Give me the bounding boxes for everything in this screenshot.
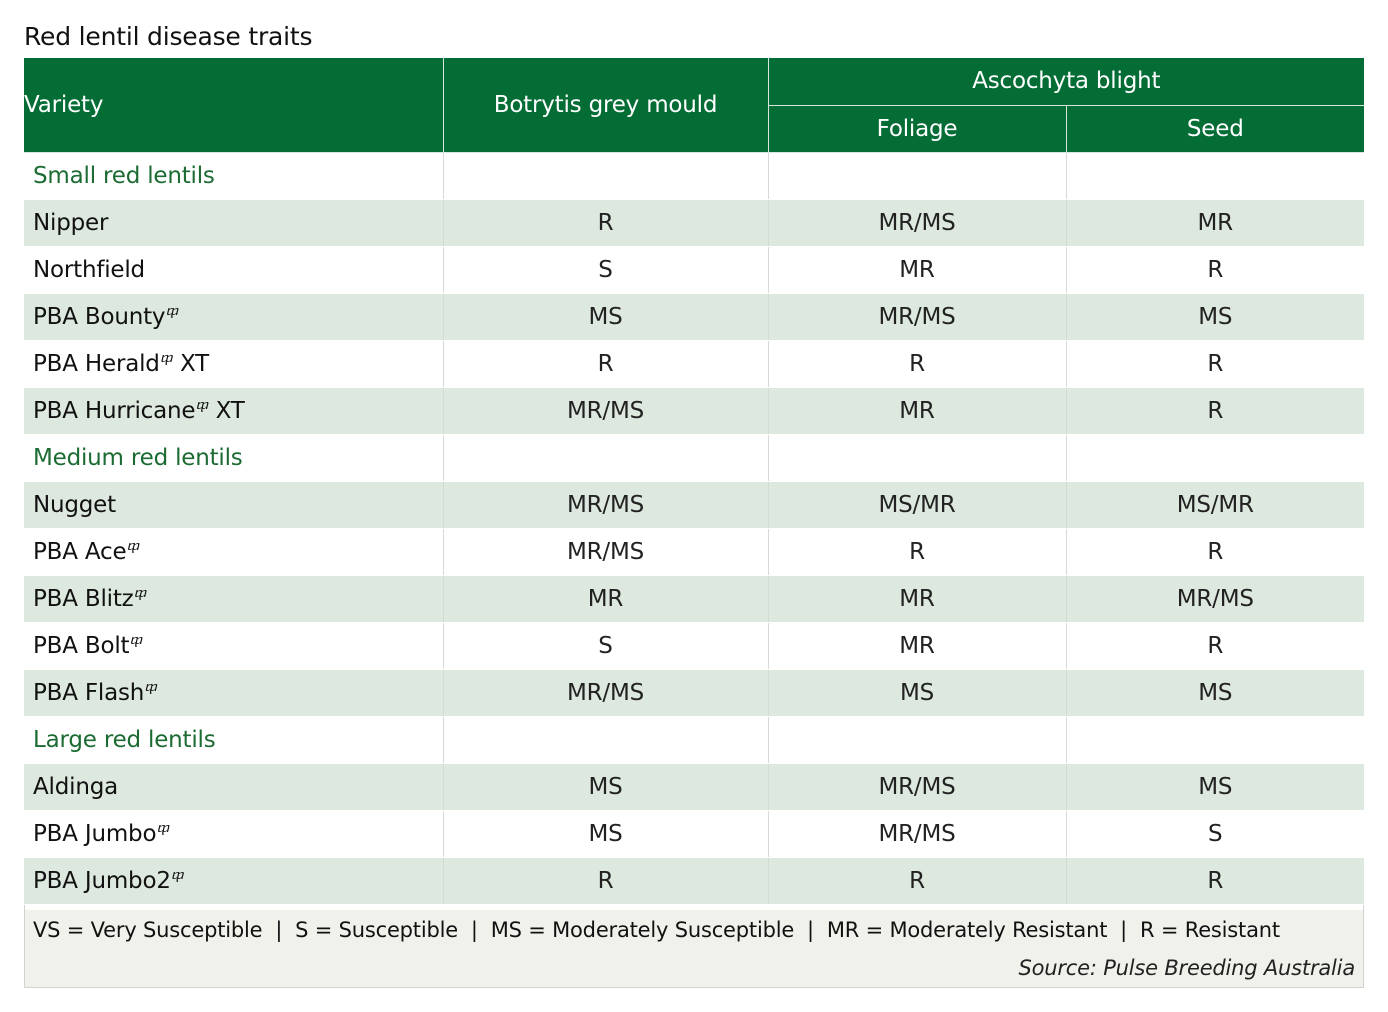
table-row: [24, 810, 1364, 857]
table-row: [24, 293, 1364, 340]
seed-rating: S: [1066, 810, 1364, 857]
variety-name: Northfield: [33, 256, 145, 283]
table-row: [24, 763, 1364, 810]
variety-cell: [24, 293, 443, 340]
variety-name: PBA Bolt: [33, 632, 130, 659]
foliage-rating: MR/MS: [768, 810, 1066, 857]
empty-cell: [768, 716, 1066, 763]
foliage-rating: MR: [768, 246, 1066, 293]
botrytis-rating: MR/MS: [443, 669, 768, 716]
variety-name: PBA Bounty: [33, 303, 166, 330]
header-ascochyta: Ascochyta blight: [768, 58, 1364, 105]
foliage-rating: MR/MS: [768, 293, 1066, 340]
foliage-rating: MS/MR: [768, 481, 1066, 528]
table-row: [24, 387, 1364, 434]
source-note: Source: Pulse Breeding Australia: [1018, 956, 1355, 980]
variety-name: Aldinga: [33, 773, 118, 800]
botrytis-rating: MS: [443, 810, 768, 857]
seed-rating: MS: [1066, 763, 1364, 810]
variety-name: PBA Jumbo2: [33, 867, 171, 894]
pbr-symbol-icon: ⴔ: [127, 538, 140, 554]
variety-name: Nugget: [33, 491, 116, 518]
table-row: [24, 622, 1364, 669]
pbr-symbol-icon: ⴔ: [196, 397, 209, 413]
variety-cell: [24, 340, 443, 387]
variety-cell: [24, 857, 443, 904]
botrytis-rating: MR/MS: [443, 481, 768, 528]
seed-rating: R: [1066, 246, 1364, 293]
table-row: [24, 199, 1364, 246]
botrytis-rating: R: [443, 199, 768, 246]
table-row: [24, 340, 1364, 387]
variety-cell: [24, 481, 443, 528]
seed-rating: MR/MS: [1066, 575, 1364, 622]
table-row: [24, 575, 1364, 622]
variety-name: PBA Flash: [33, 679, 145, 706]
foliage-rating: MR: [768, 622, 1066, 669]
empty-cell: [768, 152, 1066, 199]
seed-rating: R: [1066, 622, 1364, 669]
header-foliage: Foliage: [768, 105, 1066, 152]
variety-cell: [24, 387, 443, 434]
empty-cell: [1066, 716, 1364, 763]
group-row: [24, 152, 1364, 199]
variety-suffix: XT: [208, 397, 245, 424]
foliage-rating: MR: [768, 575, 1066, 622]
empty-cell: [443, 152, 768, 199]
legend-box: [25, 910, 1363, 987]
seed-rating: R: [1066, 528, 1364, 575]
pbr-symbol-icon: ⴔ: [134, 585, 147, 601]
botrytis-rating: S: [443, 622, 768, 669]
botrytis-rating: MS: [443, 293, 768, 340]
seed-rating: R: [1066, 387, 1364, 434]
foliage-rating: MS: [768, 669, 1066, 716]
header-seed: Seed: [1066, 105, 1364, 152]
variety-cell: [24, 763, 443, 810]
table-row: [24, 528, 1364, 575]
variety-cell: [24, 575, 443, 622]
variety-name: PBA Hurricane: [33, 397, 196, 424]
pbr-symbol-icon: ⴔ: [130, 632, 143, 648]
group-row: [24, 434, 1364, 481]
pbr-symbol-icon: ⴔ: [145, 679, 158, 695]
disease-traits-table: [24, 58, 1364, 905]
botrytis-rating: MR/MS: [443, 387, 768, 434]
variety-cell: [24, 810, 443, 857]
table-row: [24, 481, 1364, 528]
variety-name: PBA Ace: [33, 538, 127, 565]
variety-name: Nipper: [33, 209, 109, 236]
pbr-symbol-icon: ⴔ: [157, 820, 170, 836]
header-variety: Variety: [24, 58, 443, 152]
table-row: [24, 669, 1364, 716]
header-botrytis: Botrytis grey mould: [443, 58, 768, 152]
variety-cell: [24, 199, 443, 246]
botrytis-rating: R: [443, 340, 768, 387]
foliage-rating: R: [768, 340, 1066, 387]
empty-cell: [1066, 152, 1364, 199]
foliage-rating: MR: [768, 387, 1066, 434]
table-row: [24, 246, 1364, 293]
seed-rating: MR: [1066, 199, 1364, 246]
group-label: Medium red lentils: [24, 434, 443, 481]
empty-cell: [1066, 434, 1364, 481]
foliage-rating: MR/MS: [768, 763, 1066, 810]
table-row: [24, 857, 1364, 904]
pbr-symbol-icon: ⴔ: [160, 350, 173, 366]
pbr-symbol-icon: ⴔ: [171, 867, 184, 883]
foliage-rating: R: [768, 857, 1066, 904]
seed-rating: R: [1066, 857, 1364, 904]
empty-cell: [443, 716, 768, 763]
pbr-symbol-icon: ⴔ: [166, 303, 179, 319]
group-label: Large red lentils: [24, 716, 443, 763]
empty-cell: [768, 434, 1066, 481]
variety-name: PBA Blitz: [33, 585, 134, 612]
table-body: [24, 152, 1364, 904]
variety-cell: [24, 528, 443, 575]
seed-rating: MS/MR: [1066, 481, 1364, 528]
group-label: Small red lentils: [24, 152, 443, 199]
foliage-rating: R: [768, 528, 1066, 575]
botrytis-rating: MR: [443, 575, 768, 622]
variety-name: PBA Herald: [33, 350, 160, 377]
seed-rating: MS: [1066, 293, 1364, 340]
botrytis-rating: MR/MS: [443, 528, 768, 575]
botrytis-rating: MS: [443, 763, 768, 810]
botrytis-rating: R: [443, 857, 768, 904]
page-title: Red lentil disease traits: [24, 22, 313, 51]
variety-suffix: XT: [172, 350, 209, 377]
seed-rating: MS: [1066, 669, 1364, 716]
legend-text: VS = Very Susceptible | S = Susceptible | MS = Moderately Susceptible | MR = Moderately Resistant | R = Resistant: [33, 918, 1280, 942]
seed-rating: R: [1066, 340, 1364, 387]
botrytis-rating: S: [443, 246, 768, 293]
group-row: [24, 716, 1364, 763]
variety-name: PBA Jumbo: [33, 820, 157, 847]
variety-cell: [24, 622, 443, 669]
variety-cell: [24, 246, 443, 293]
empty-cell: [443, 434, 768, 481]
foliage-rating: MR/MS: [768, 199, 1066, 246]
variety-cell: [24, 669, 443, 716]
